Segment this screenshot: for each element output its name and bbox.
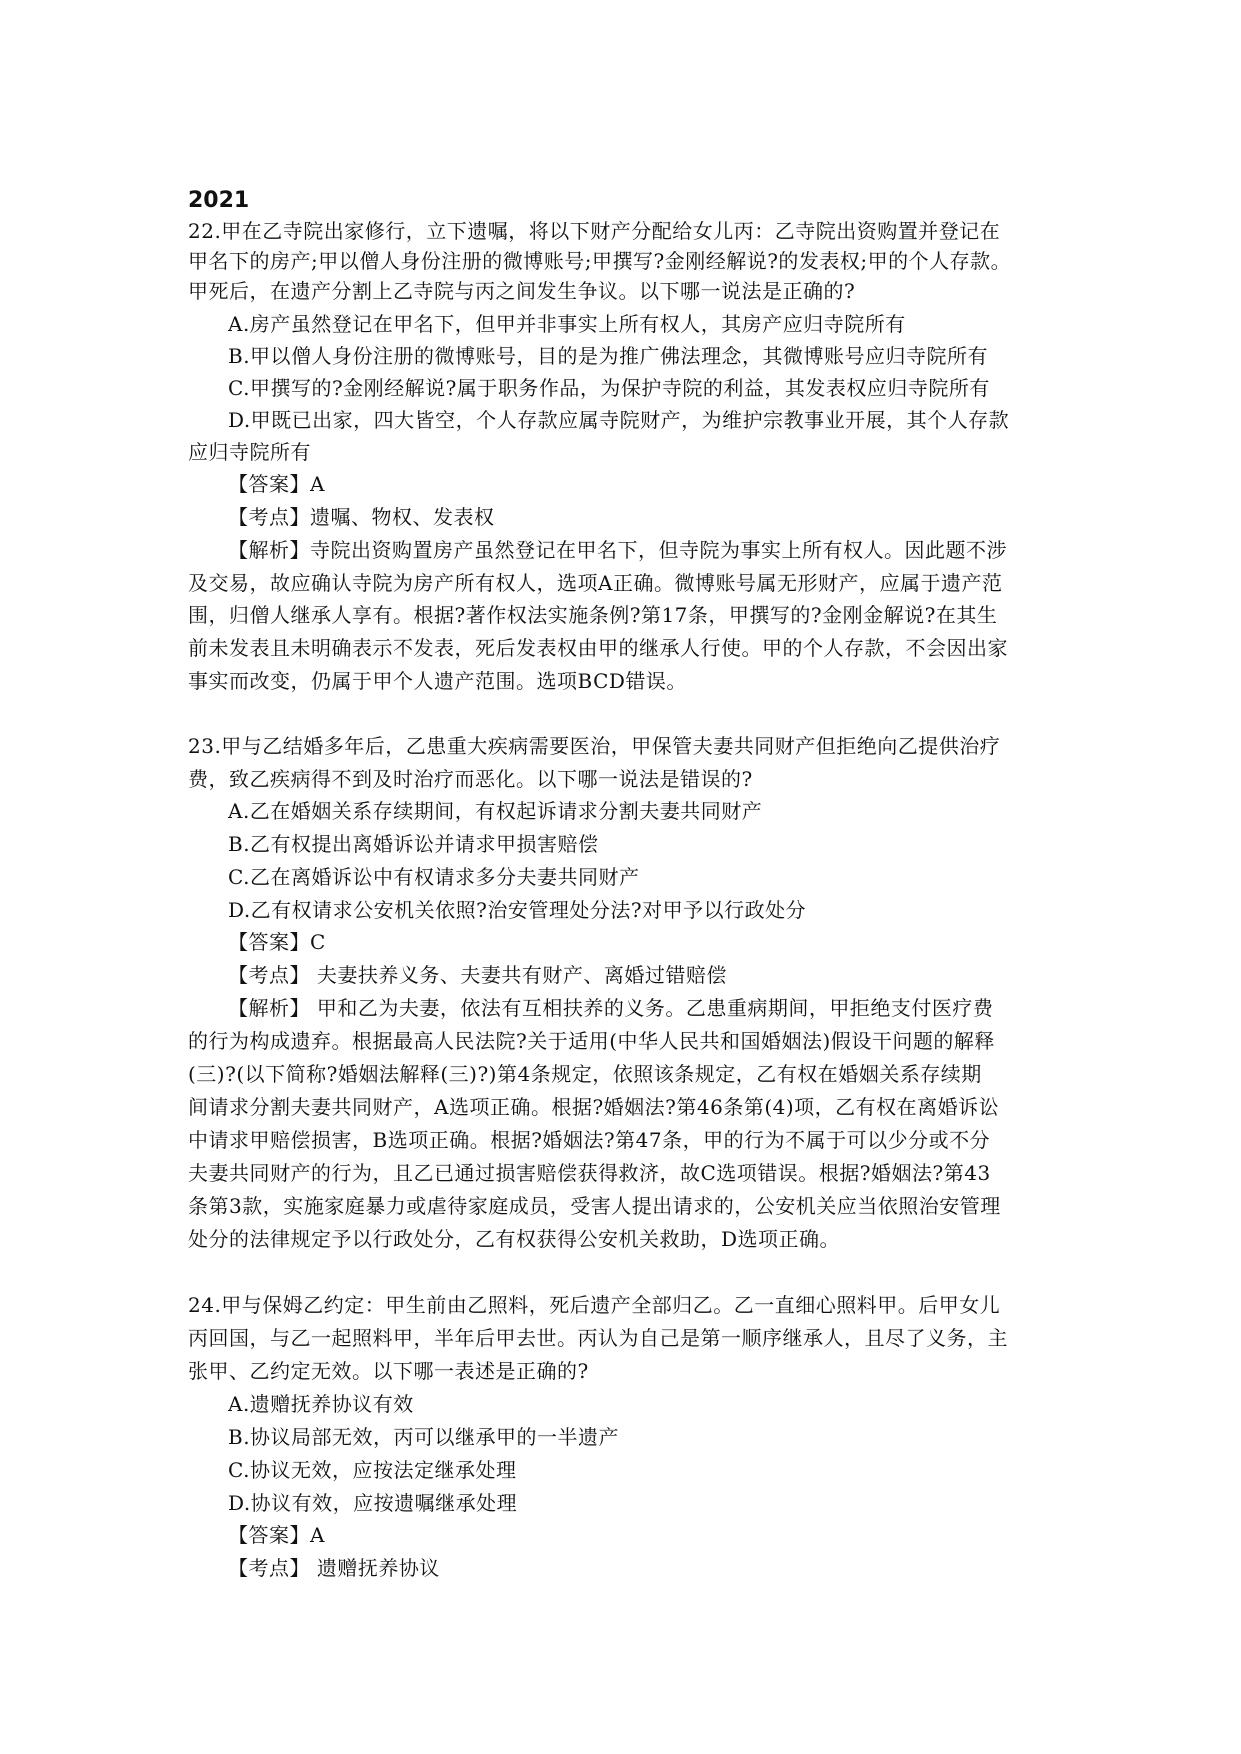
q23-answer: 【答案】C (228, 930, 326, 954)
q23-analysis-line: 条第3款，实施家庭暴力或虐待家庭成员，受害人提出请求的，公安机关应当依照治安管理 (188, 1194, 1001, 1218)
q23-option-a: A.乙在婚姻关系存续期间，有权起诉请求分割夫妻共同财产 (228, 799, 763, 823)
q22-stem-line: 22.甲在乙寺院出家修行，立下遗嘱，将以下财产分配给女儿丙：乙寺院出资购置并登记在 (188, 219, 1001, 243)
q22-analysis-line: 事实而改变，仍属于甲个人遗产范围。选项BCD错误。 (188, 669, 687, 693)
q24-option-b: B.协议局部无效，丙可以继承甲的一半遗产 (228, 1425, 620, 1449)
q24-option-c: C.协议无效，应按法定继承处理 (228, 1458, 517, 1482)
q22-analysis: 【解析】寺院出资购置房产虽然登记在甲名下，但寺院为事实上所有权人。因此题不涉 (228, 538, 1007, 562)
q24-stem-line: 张甲、乙约定无效。以下哪一表述是正确的? (188, 1359, 589, 1383)
q22-option-b: B.甲以僧人身份注册的微博账号，目的是为推广佛法理念，其微博账号应归寺院所有 (228, 344, 989, 368)
q23-option-c: C.乙在离婚诉讼中有权请求多分夫妻共同财产 (228, 865, 640, 889)
q23-stem-line: 23.甲与乙结婚多年后，乙患重大疾病需要医治，甲保管夫妻共同财产但拒绝向乙提供治疗 (188, 734, 1001, 758)
q22-point: 【考点】遗嘱、物权、发表权 (228, 505, 495, 529)
q24-stem-line: 丙回国，与乙一起照料甲，半年后甲去世。丙认为自己是第一顺序继承人，且尽了义务，主 (188, 1326, 1008, 1350)
q22-stem-line: 甲名下的房产;甲以僧人身份注册的微博账号;甲撰写?金刚经解说?的发表权;甲的个人存款。 (188, 249, 1012, 273)
q23-analysis-line: 夫妻共同财产的行为，且乙已通过损害赔偿获得救济，故C选项错误。根据?婚姻法?第43 (188, 1161, 991, 1185)
q22-analysis-line: 前未发表且未明确表示不发表，死后发表权由甲的继承人行使。甲的个人存款，不会因出家 (188, 636, 1008, 660)
q22-option-a: A.房产虽然登记在甲名下，但甲并非事实上所有权人，其房产应归寺院所有 (228, 312, 906, 336)
q23-analysis-line: (三)?(以下简称?婚姻法解释(三)?)第4条规定，依照该条规定，乙有权在婚姻关系存续期 (188, 1062, 982, 1086)
year-heading: 2021 (188, 188, 250, 213)
q24-answer: 【答案】A (228, 1523, 325, 1547)
q23-analysis: 【解析】 甲和乙为夫妻，依法有互相扶养的义务。乙患重病期间，甲拒绝支付医疗费 (228, 996, 994, 1020)
q24-point: 【考点】 遗赠抚养协议 (228, 1556, 440, 1580)
q23-stem-line: 费，致乙疾病得不到及时治疗而恶化。以下哪一说法是错误的? (188, 767, 753, 791)
q23-analysis-line: 中请求甲赔偿损害，B选项正确。根据?婚姻法?第47条，甲的行为不属于可以少分或不分 (188, 1128, 991, 1152)
q22-option-d-cont: 应归寺院所有 (188, 440, 311, 464)
q24-option-a: A.遗赠抚养协议有效 (228, 1392, 414, 1416)
q22-option-d: D.甲既已出家，四大皆空，个人存款应属寺院财产，为维护宗教事业开展，其个人存款 (228, 408, 1010, 432)
q22-stem-line: 甲死后，在遗产分割上乙寺院与丙之间发生争议。以下哪一说法是正确的? (188, 279, 856, 303)
q23-point: 【考点】 夫妻扶养义务、夫妻共有财产、离婚过错赔偿 (228, 963, 727, 987)
q23-analysis-line: 间请求分割夫妻共同财产，A选项正确。根据?婚姻法?第46条第(4)项，乙有权在离婚诉讼 (188, 1095, 1000, 1119)
q24-stem-line: 24.甲与保姆乙约定：甲生前由乙照料，死后遗产全部归乙。乙一直细心照料甲。后甲女儿 (188, 1293, 1001, 1317)
q23-analysis-line: 处分的法律规定予以行政处分，乙有权获得公安机关救助，D选项正确。 (188, 1227, 841, 1251)
q23-analysis-line: 的行为构成遗弃。根据最高人民法院?关于适用(中华人民共和国婚姻法)假设干问题的解释 (188, 1029, 995, 1053)
q24-option-d: D.协议有效，应按遗嘱继承处理 (228, 1491, 518, 1515)
q22-analysis-line: 围，归僧人继承人享有。根据?著作权法实施条例?第17条，甲撰写的?金刚金解说?在其生 (188, 603, 998, 627)
q23-option-b: B.乙有权提出离婚诉讼并请求甲损害赔偿 (228, 832, 599, 856)
q22-answer: 【答案】A (228, 472, 325, 496)
q22-option-c: C.甲撰写的?金刚经解说?属于职务作品，为保护寺院的利益，其发表权应归寺院所有 (228, 376, 990, 400)
q22-analysis-line: 及交易，故应确认寺院为房产所有权人，选项A正确。微博账号属无形财产，应属于遗产范 (188, 571, 1003, 595)
q23-option-d: D.乙有权请求公安机关依照?治安管理处分法?对甲予以行政处分 (228, 898, 807, 922)
